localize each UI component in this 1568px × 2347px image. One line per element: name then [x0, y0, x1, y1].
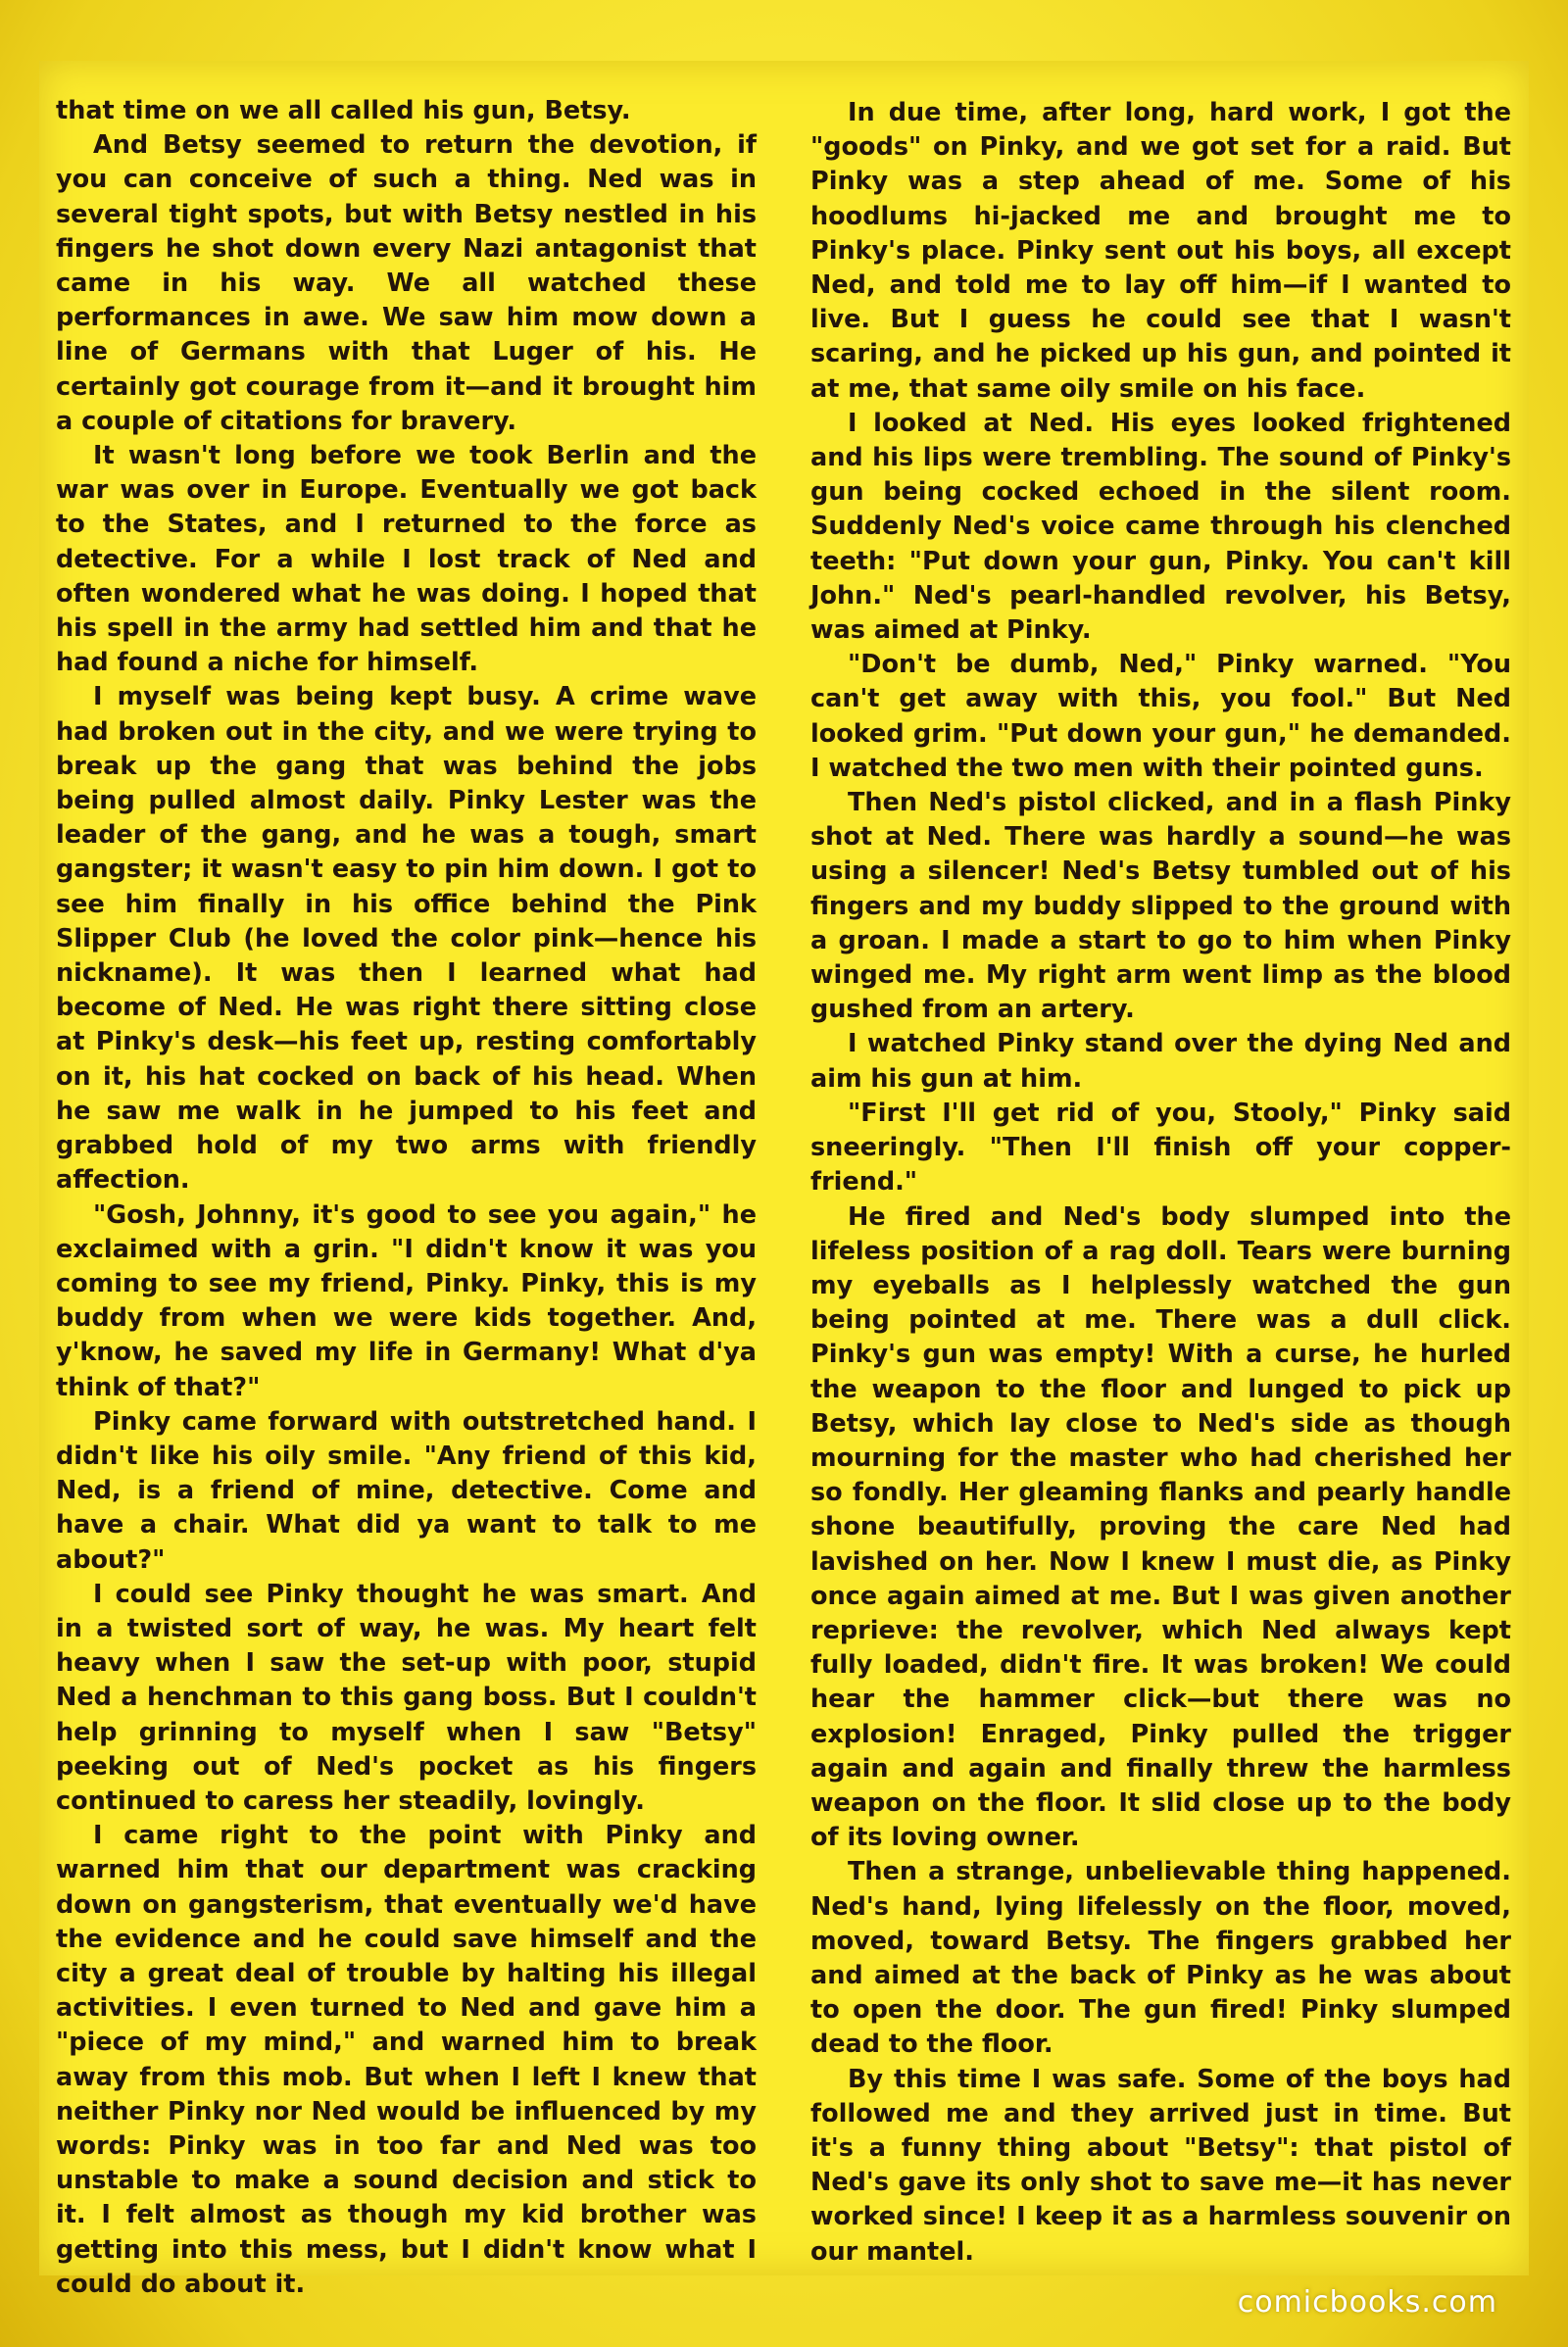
- paragraph: that time on we all called his gun, Betsy.: [56, 96, 631, 125]
- paragraph: Pinky came forward with outstretched hand. I didn't like his oily smile. "Any friend of this kid, Ned, is a friend of mine, detective. Come and have a chair. What did ya want to talk to me about?": [56, 1406, 757, 1575]
- paragraph: "Gosh, Johnny, it's good to see you again," he exclaimed with a grin. "I didn't know it was you coming to see my friend, Pinky. Pinky, this is my buddy from when we were kids together. And, y'know, he saved my life in Germany! What d'ya think of that?": [56, 1199, 757, 1402]
- paragraph: I myself was being kept busy. A crime wave had broken out in the city, and we were trying to break up the gang that was behind the jobs being pulled almost daily. Pinky Lester was the leader of the gang, and he was a tough, smart gangster; it wasn't easy to pin him down. I got to see him finally in his office behind the Pink Slipper Club (he loved the color pink—hence his nickname). It was then I learned what had become of Ned. He was right there sitting close at Pinky's desk—his feet up, resting comfortably on it, his hat cocked on back of his head. When he saw me walk in he jumped to his feet and grabbed hold of my two arms with friendly affection.: [56, 682, 757, 1196]
- paragraph: He fired and Ned's body slumped into the lifeless position of a rag doll. Tears were burning my eyeballs as I helplessly watched the gun being pointed at me. There was a dull click. Pinky's gun was empty! With a curse, he hurled the weapon to the floor and lunged to pick up Betsy, which lay close to Ned's side as though mourning for the master who had cherished her so fondly. Her gleaming flanks and pearly handle shone beautifully, proving the care Ned had lavished on her. Now I knew I must die, as Pinky once again aimed at me. But I was given another reprieve: the revolver, which Ned always kept fully loaded, didn't fire. It was broken! We could hear the hammer click—but there was no explosion! Enraged, Pinky pulled the trigger again and again and finally threw the harmless weapon on the floor. It slid close up to the body of its loving owner.: [810, 1201, 1511, 1853]
- paragraph: Then Ned's pistol clicked, and in a flash Pinky shot at Ned. There was hardly a sound—he was using a silencer! Ned's Betsy tumbled out of his fingers and my buddy slipped to the ground with a groan. I made a start to go to him when Pinky winged me. My right arm went limp as the blood gushed from an artery.: [810, 788, 1511, 1025]
- paragraph: Then a strange, unbelievable thing happened. Ned's hand, lying lifelessly on the floor, moved, moved, toward Betsy. The fingers grabbed her and aimed at the back of Pinky as he was about to open the door. The gun fired! Pinky slumped dead to the floor.: [810, 1857, 1511, 2060]
- paragraph: I watched Pinky stand over the dying Ned and aim his gun at him.: [810, 1029, 1511, 1094]
- left-text-column: [56, 94, 757, 2299]
- paragraph: By this time I was safe. Some of the boys had followed me and they arrived just in time. But it's a funny thing about "Betsy": that pistol of Ned's gave its only shot to save me—it has never worked since! I keep it as a harmless souvenir on our mantel.: [810, 2064, 1511, 2267]
- paragraph: I looked at Ned. His eyes looked frightened and his lips were trembling. The sound of Pinky's gun being cocked echoed in the silent room. Suddenly Ned's voice came through his clenched teeth: "Put down your gun, Pinky. You can't kill John." Ned's pearl-handled revolver, his Betsy, was aimed at Pinky.: [810, 408, 1511, 646]
- paragraph: "Don't be dumb, Ned," Pinky warned. "You can't get away with this, you fool." But Ned looked grim. "Put down your gun," he demanded. I watched the two men with their pointed guns.: [810, 650, 1511, 783]
- source-watermark: comicbooks.com: [1237, 2285, 1497, 2320]
- paragraph: I came right to the point with Pinky and warned him that our department was cracking down on gangsterism, that eventually we'd have the evidence and he could save himself and the city a great deal of trouble by halting his illegal activities. I even turned to Ned and gave him a "piece of my mind," and warned him to break away from this mob. But when I left I knew that neither Pinky nor Ned would be influenced by my words: Pinky was in too far and Ned was too unstable to make a sound decision and stick to it. I felt almost as though my kid brother was getting into this mess, but I didn't know what I could do about it.: [56, 1821, 757, 2299]
- paragraph: "First I'll get rid of you, Stooly," Pinky said sneeringly. "Then I'll finish off your copper-friend.": [810, 1098, 1511, 1198]
- right-text-column: [810, 96, 1511, 2267]
- paragraph: I could see Pinky thought he was smart. And in a twisted sort of way, he was. My heart felt heavy when I saw the set-up with poor, stupid Ned a henchman to this gang boss. But I couldn't help grinning to myself when I saw "Betsy" peeking out of Ned's pocket as his fingers continued to caress her steadily, lovingly.: [56, 1579, 757, 1816]
- paragraph: It wasn't long before we took Berlin and the war was over in Europe. Eventually we got back to the States, and I returned to the force as detective. For a while I lost track of Ned and often wondered what he was doing. I hoped that his spell in the army had settled him and that he had found a niche for himself.: [56, 441, 757, 678]
- paragraph: And Betsy seemed to return the devotion, if you can conceive of such a thing. Ned was in several tight spots, but with Betsy nestled in his fingers he shot down every Nazi antagonist that came in his way. We all watched these performances in awe. We saw him mow down a line of Germans with that Luger of his. He certainly got courage from it—and it brought him a couple of citations for bravery.: [56, 130, 757, 436]
- paragraph: In due time, after long, hard work, I got the "goods" on Pinky, and we got set for a raid. But Pinky was a step ahead of me. Some of his hoodlums hi-jacked me and brought me to Pinky's place. Pinky sent out his boys, all except Ned, and told me to lay off him—if I wanted to live. But I guess he could see that I wasn't scaring, and he picked up his gun, and pointed it at me, that same oily smile on his face.: [810, 98, 1511, 404]
